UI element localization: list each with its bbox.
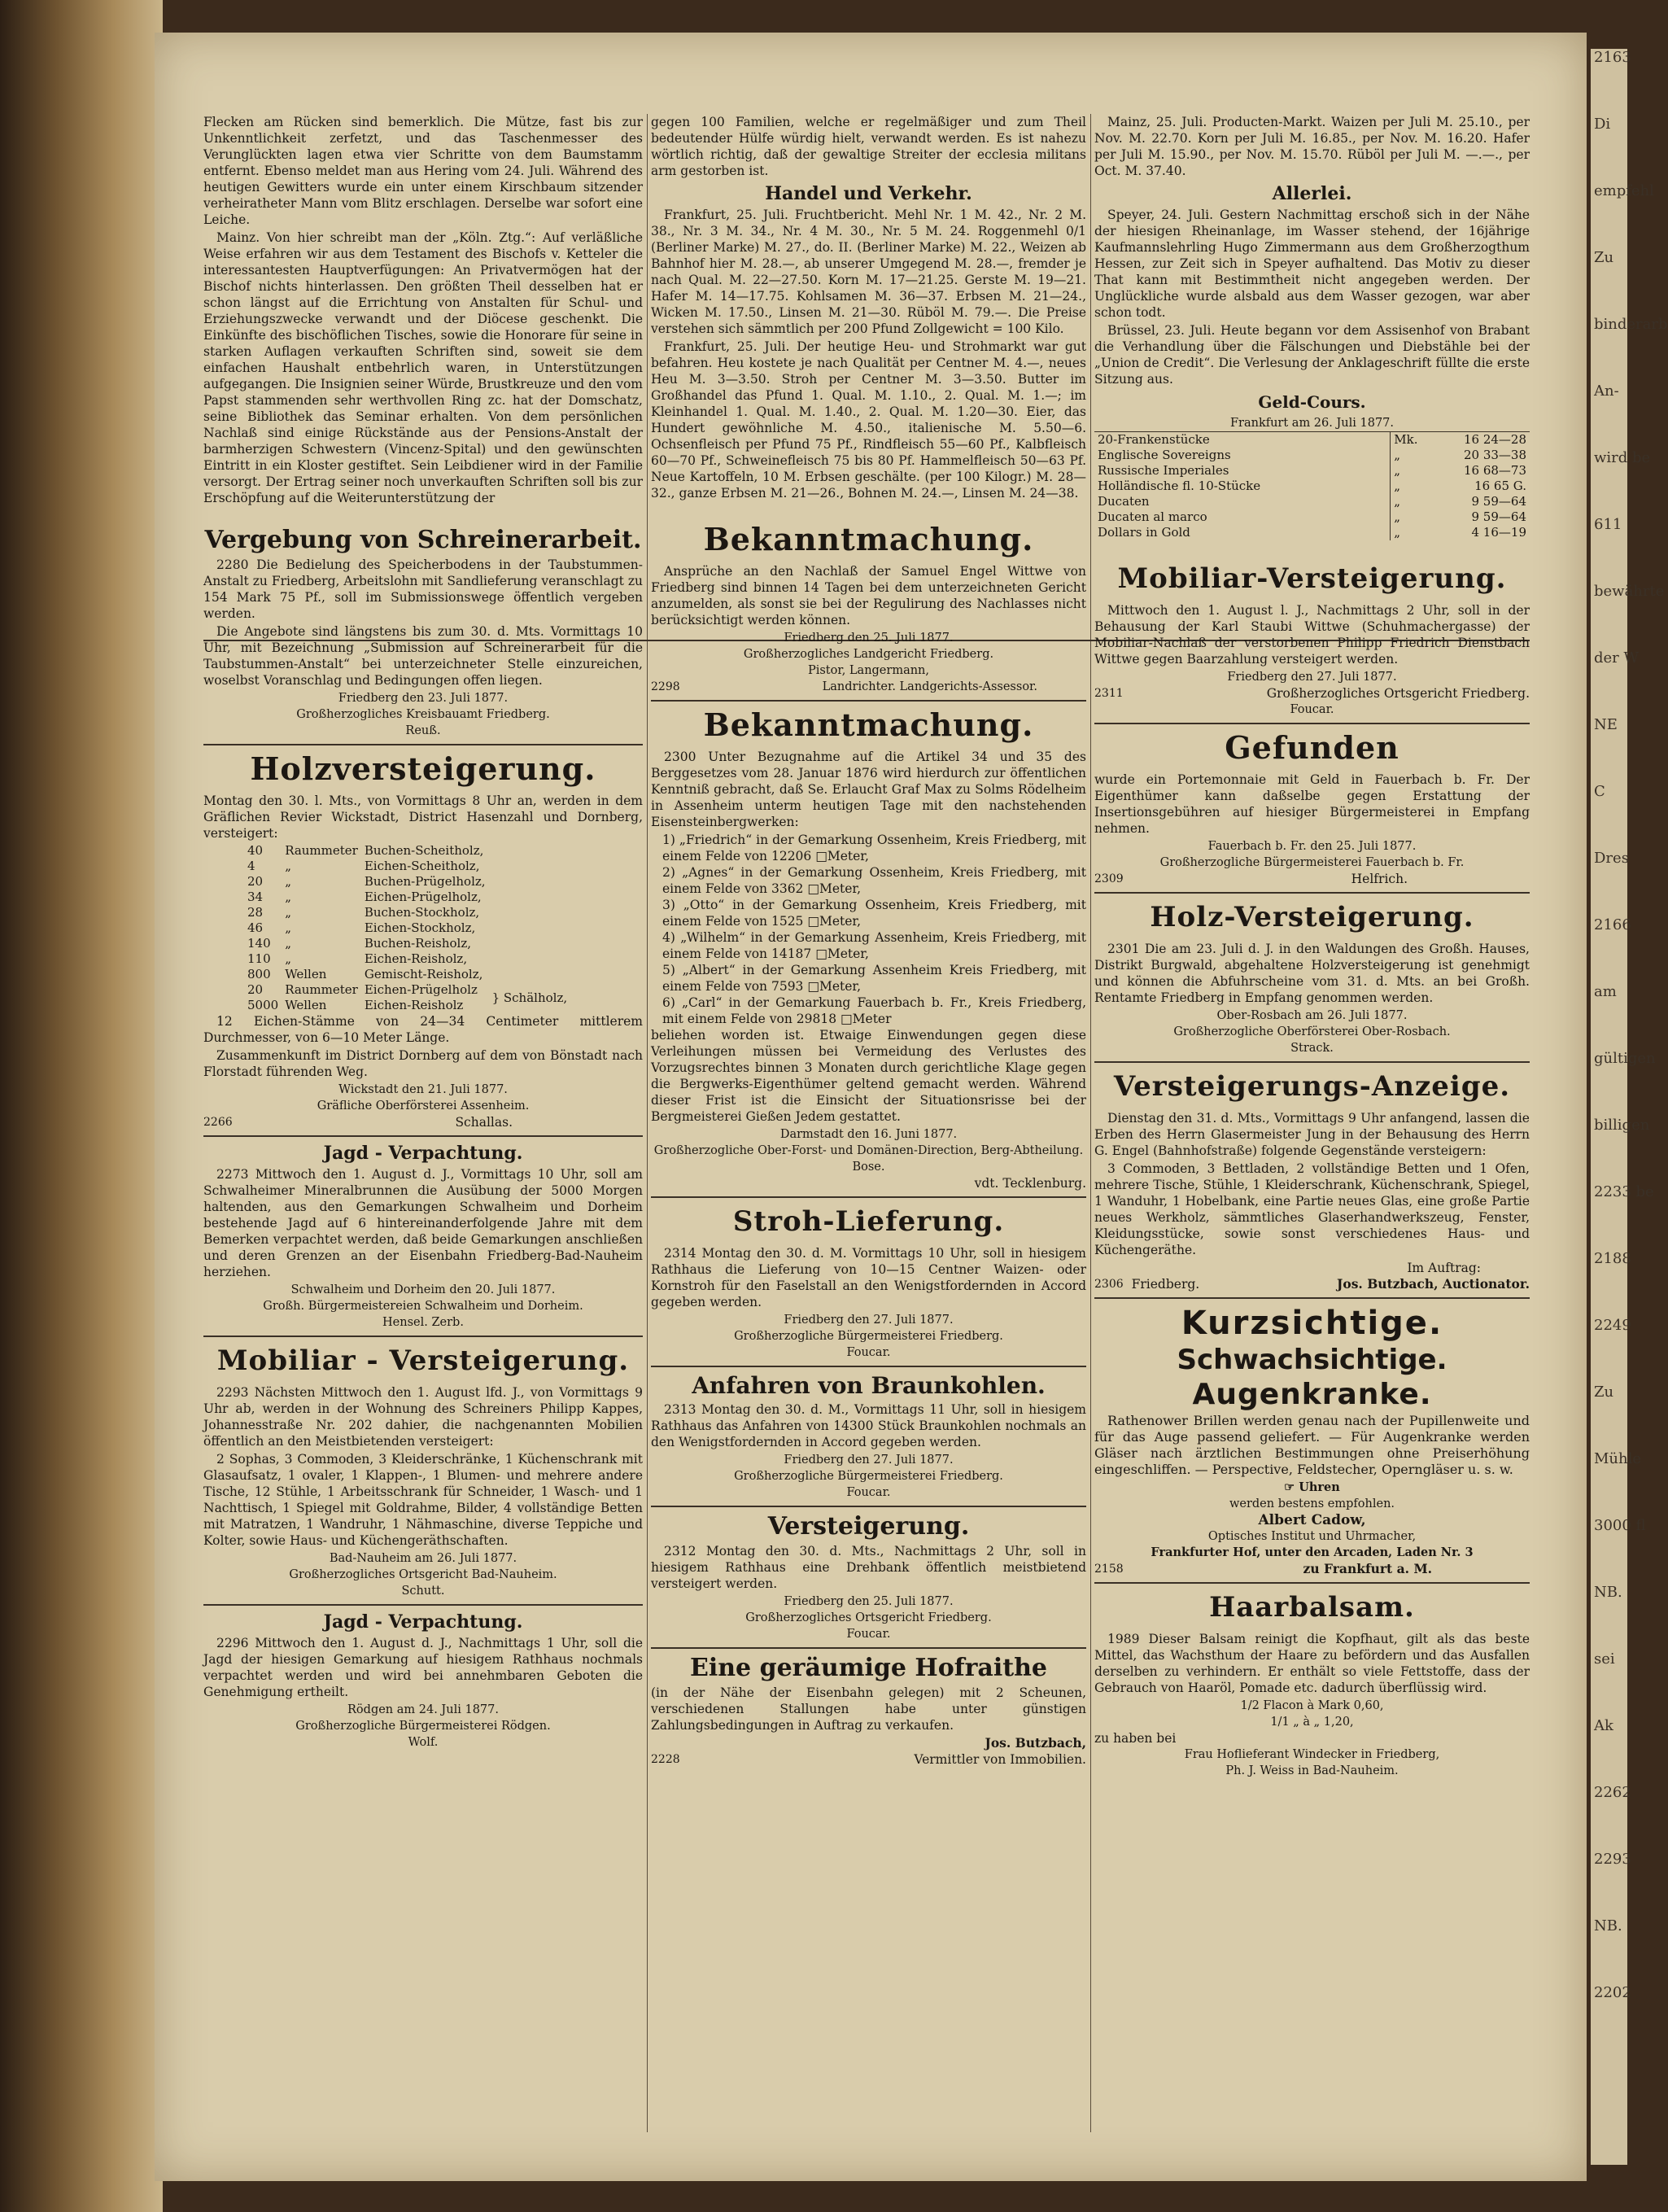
geld-cours-row — [1094, 463, 1530, 479]
book-binding — [0, 0, 163, 2212]
wood-list-row — [244, 874, 570, 890]
ad-signature: Bose. — [852, 1161, 885, 1174]
ad-mobiliar-nauheim — [203, 1342, 643, 1606]
ad-body: Zusammenkunft im District Dornberg auf dem von Bönstadt nach Florstadt führenden Weg. — [203, 1048, 643, 1079]
ad-body: 2313 Montag den 30. d. M., Vormittags 11 Uhr, soll in hiesigem Rathhaus das Anfahren von 14300 Stück Braunkohlen nochmals an den Wenigstfordernden in Accord gegeben werden. — [651, 1402, 1086, 1449]
wood-list-cell: 20 — [247, 982, 264, 997]
ad-office: Großherzogliches Kreisbauamt Friedberg. — [296, 708, 550, 721]
ad-seller: Frau Hoflieferant Windecker in Friedberg, — [1184, 1748, 1440, 1761]
column-rule-1 — [647, 114, 648, 2132]
ad-body: 2280 Die Bedielung des Speicherbodens in der Taubstummen-Anstalt zu Friedberg, Arbeitslohn mit Sandlieferung veranschlagt zu 154 Mark 75 Pf., soll im Submissionswege öffentlich vergeben werden. — [203, 557, 643, 621]
geld-cours-cell: Russische Imperiales — [1098, 463, 1229, 478]
column-3 — [1094, 114, 1530, 1779]
ad-number: 2306 — [1094, 1278, 1124, 1291]
ad-bekanntmachung-bergwerke — [651, 706, 1086, 1198]
ad-kurzsichtige — [1094, 1304, 1530, 1584]
wood-list-cell: Eichen-Reisholz — [364, 998, 464, 1012]
neighbor-fragment: empfehl — [1594, 182, 1654, 199]
neighbor-fragment: NB. — [1594, 1917, 1622, 1934]
wood-list-row — [244, 982, 570, 998]
wood-list-row — [244, 905, 570, 920]
geld-cours-cell: „ — [1391, 494, 1434, 509]
ad-uhren-line — [1094, 1480, 1530, 1496]
neighbor-fragment: NB. — [1594, 1584, 1622, 1601]
article-bruessel: Brüssel, 23. Juli. Heute begann vor dem Assisenhof von Brabant die Verhandlung über die Fälschungen und Diebstähle bei der „Union de Credit“. Die Verlesung der Anklageschrift füllte die erste Sitzung aus. — [1094, 323, 1530, 387]
neighbor-fragment: binderarb — [1594, 316, 1668, 333]
wood-list-cell: Raummeter — [285, 982, 358, 997]
wood-list-cell: Wellen — [285, 967, 327, 981]
ad-title: Versteigerungs-Anzeige. — [1113, 1070, 1511, 1103]
ad-date: Friedberg den 27. Juli 1877. — [784, 1314, 954, 1327]
geld-cours-cell: „ — [1391, 509, 1434, 525]
ad-title: Holzversteigerung. — [250, 750, 596, 787]
neighbor-fragment: 2233 be — [1594, 1183, 1654, 1200]
section-title-handel: Handel und Verkehr. — [765, 183, 972, 204]
wood-list-row — [244, 843, 570, 859]
ad-date: Friedberg den 27. Juli 1877. — [1227, 671, 1397, 684]
mine-list — [651, 832, 1086, 1027]
ad-place: Friedberg. — [1131, 1277, 1200, 1292]
geld-cours-cell: 16 65 G. — [1474, 479, 1526, 493]
geld-cours-cell: Dollars in Gold — [1098, 525, 1190, 540]
geld-cours-cell: Mk. — [1391, 432, 1434, 448]
ad-body: Mittwoch den 1. August l. J., Nachmittags 2 Uhr, soll in der Behausung der Karl Staubi Wittwe (Schuhmachergasse) der Mobiliar-Nachlaß der verstorbenen Philipp Friedrich Dienstbach Wittwe gegen Baarzahlung versteigert werden. — [1094, 603, 1530, 667]
geld-cours-cell: Ducaten al marco — [1098, 509, 1207, 524]
wood-list-cell: Wellen — [285, 998, 327, 1012]
ad-signature: Jos. Butzbach, — [985, 1735, 1086, 1751]
geld-cours-cell: 9 59—64 — [1471, 509, 1526, 524]
wood-list-row — [244, 936, 570, 951]
ad-office: Großherzogliche Bürgermeisterei Fauerbach b. Fr. — [1159, 856, 1465, 869]
wood-list-cell: 110 — [247, 951, 271, 966]
ad-body: Ansprüche an den Nachlaß der Samuel Engel Wittwe von Friedberg sind binnen 14 Tagen bei dem unterzeichneten Gericht anzumelden, als sonst sie bei der Regulirung des Nachlasses nicht berücksichtigt werden können. — [651, 564, 1086, 627]
mine-list-item: 4) „Wilhelm“ in der Gemarkung Assenheim, Kreis Friedberg, mit einem Felde von 14187 □Meter, — [662, 930, 1086, 961]
ad-date: Schwalheim und Dorheim den 20. Juli 1877. — [290, 1283, 556, 1296]
ad-date: Ober-Rosbach am 26. Juli 1877. — [1216, 1009, 1408, 1022]
ad-number: 2309 — [1094, 872, 1124, 885]
ad-office: Gräfliche Oberförsterei Assenheim. — [317, 1099, 530, 1113]
wood-list-note: } Schälholz, — [491, 990, 568, 1005]
ad-date: Bad-Nauheim am 26. Juli 1877. — [329, 1552, 517, 1565]
geld-cours-cell: „ — [1391, 479, 1434, 494]
ad-seller: Ph. J. Weiss in Bad-Nauheim. — [1225, 1764, 1399, 1777]
ad-title: Mobiliar - Versteigerung. — [216, 1344, 630, 1377]
ad-date: Wickstadt den 21. Juli 1877. — [338, 1083, 508, 1096]
ad-signature: Helfrich. — [1351, 872, 1408, 886]
ad-jagd-schwalheim — [203, 1142, 643, 1337]
ad-number: 2298 — [651, 680, 680, 693]
wood-list-cell: Eichen-Prügelholz, — [364, 890, 482, 904]
geld-cours-subtitle: Frankfurt am 26. Juli 1877. — [1229, 417, 1395, 430]
ad-title: Jagd - Verpachtung. — [323, 1611, 523, 1633]
ad-price: 1/2 Flacon à Mark 0,60, — [1240, 1699, 1384, 1712]
wood-list-cell: Eichen-Stockholz, — [364, 920, 476, 935]
ad-date: Friedberg den 25. Juli 1877. — [784, 1595, 954, 1608]
wood-list-cell: 140 — [247, 936, 271, 951]
ad-drehbank — [651, 1512, 1086, 1649]
wood-list-cell: Buchen-Prügelholz, — [364, 874, 486, 889]
mine-list-item: 2) „Agnes“ in der Gemarkung Ossenheim, Kreis Friedberg, mit einem Felde von 3362 □Meter, — [662, 865, 1086, 896]
ad-signature: Foucar. — [846, 1346, 891, 1359]
ad-signature: Strack. — [1290, 1042, 1334, 1055]
article-text: Flecken am Rücken sind bemerklich. Die Mütze, fast bis zur Unkenntlichkeit zerfetzt, und das Taschenmesser des Verunglückten lagen etwa vier Schritte von dem Baumstamm entfernt. Ebenso meldet man aus Hering vom 24. Juli. Während des heutigen Gewitters wurde ein unter einem Kirschbaum sitzender verheiratheter Mann vom Blitz erschlagen. Derselbe war sofort eine Leiche. — [203, 115, 643, 227]
wood-list-cell: Buchen-Scheitholz, — [364, 843, 484, 858]
geld-cours-cell: 4 16—19 — [1471, 525, 1526, 540]
neighbor-fragment: Mühle — [1594, 1450, 1642, 1467]
ad-body: 1989 Dieser Balsam reinigt die Kopfhaut, gilt als das beste Mittel, das Wachsthum der Haare zu befördern und das Ausfallen derselben zu verhindern. Er enthält so viele Fettstoffe, dass der Gebrauch von Haaröl, Pomade etc. dadurch überflüssig wird. — [1094, 1632, 1530, 1695]
geld-cours-row — [1094, 509, 1530, 525]
wood-list-cell: „ — [285, 920, 291, 935]
ad-title: Bekanntmachung. — [703, 706, 1034, 743]
ad-firm-sub: Optisches Institut und Uhrmacher, — [1207, 1530, 1417, 1543]
ad-title: Vergebung von Schreinerarbeit. — [204, 526, 642, 554]
ad-date: Rödgen am 24. Juli 1877. — [347, 1703, 499, 1716]
neighbor-fragment: NE — [1594, 716, 1618, 733]
ad-body: 2293 Nächsten Mittwoch den 1. August lfd. J., von Vormittags 9 Uhr ab, werden in der Wohnung des Schreiners Philipp Kappes, Johannesstraße Nr. 202 dahier, die nachgenannten Mobilien öffentlich an den Meistbietenden versteigert: — [203, 1385, 643, 1449]
ad-address: Frankfurter Hof, unter den Arcaden, Laden Nr. 3 — [1151, 1545, 1474, 1559]
neighbor-fragment: C — [1594, 783, 1605, 800]
ad-signature: Schallas. — [455, 1115, 513, 1130]
wood-list-cell: „ — [285, 890, 291, 904]
wood-list-cell: „ — [285, 951, 291, 966]
mine-list-item: 5) „Albert“ in der Gemarkung Assenheim Kreis Friedberg, mit einem Felde von 7593 □Meter, — [662, 963, 1086, 994]
geld-cours-cell: „ — [1391, 463, 1434, 479]
article-text: gegen 100 Familien, welche er regelmäßiger und zum Theil bedeutender Hülfe würdig hielt, verwandt werden. Es ist nahezu wörtlich richtig, daß der gewaltige Streiter der ecclesia militans arm gestorben ist. — [651, 115, 1086, 178]
ad-roles: Landrichter. Landgerichts-Assessor. — [822, 680, 1037, 693]
ad-signature: Foucar. — [1290, 703, 1334, 716]
ad-firm: Albert Cadow, — [1258, 1512, 1366, 1528]
article-mainz: Mainz. Von hier schreibt man der „Köln. Ztg.“: Auf verläßliche Weise erfahren wir aus dem Testament des Bischofs v. Ketteler die interessantesten Hauptverfügungen: An Privatvermögen hat der Bischof nichts hinterlassen. Den größten Theil desselben hat er schon längst auf die Errichtung von Anstalten für Schul- und Erziehungszwecke verwandt und der Diöcese geschenkt. Die Einkünfte des bischöflichen Tisches, sowie die Honorare für seine in starken Auflagen verkauften Schriften sind, soweit sie dem einfachen Haushalt entbehrlich waren, in Unterstützungen aufgegangen. Die Insignien seiner Würde, Brustkreuze und den vom Papst stammenden sehr werthvollen Ring zc. hat der Domschatz, seine Bibliothek das Seminar erhalten. Von dem persönlichen Nachlaß sind einige Rückstände aus der Pensions-Anstalt der barmherzigen Schwestern (Vincenz-Spital) und den gewünschten Eintritt in ein Kloster gestiftet. Sein Leibdiener wird in der Familie versorgt. Der Ertrag seiner noch unverkauften Schriften soll bis zur Erschöpfung auf die Weiterunterstützung der — [203, 230, 643, 505]
ad-office: Großherzogliches Landgericht Friedberg. — [743, 648, 994, 661]
ad-title: Eine geräumige Hofraithe — [689, 1654, 1048, 1682]
neighbor-fragment: 2262 — [1594, 1784, 1631, 1801]
ad-signature: Hensel. Zerb. — [382, 1316, 464, 1329]
ad-signature: Pistor, Langermann, — [807, 664, 930, 677]
ad-body: 2314 Montag den 30. d. M. Vormittags 10 Uhr, soll in hiesigem Rathhaus die Lieferung von 10—15 Centner Waizen- oder Kornstroh für den Faselstall an den Wenigstfordernden in Accord gegeben werden. — [651, 1246, 1086, 1309]
ad-headline: Augenkranke. — [1192, 1378, 1432, 1411]
ad-price: 1/1 „ à „ 1,20, — [1270, 1716, 1354, 1729]
ad-headline: Schwachsichtige. — [1177, 1344, 1447, 1376]
hand-pointer-icon: ☞ — [1284, 1480, 1299, 1494]
wood-list-cell: 5000 — [247, 998, 279, 1012]
ad-title: Versteigerung. — [767, 1512, 970, 1541]
ad-body: (in der Nähe der Eisenbahn gelegen) mit 2 Scheunen, verschiedenen Stallungen habe unter günstigen Zahlungsbedingungen in Auftrag zu verkaufen. — [651, 1685, 1086, 1733]
geld-cours-cell: 9 59—64 — [1471, 494, 1526, 509]
neighbor-fragment: 2249 — [1594, 1317, 1631, 1334]
neighbor-fragment: der W — [1594, 649, 1640, 667]
ad-signature: Foucar. — [846, 1486, 891, 1499]
geld-cours-row — [1094, 432, 1530, 448]
neighbor-fragment: 2293 — [1594, 1851, 1631, 1868]
wood-list-cell: Eichen-Prügelholz — [364, 982, 478, 997]
neighbor-fragment: sei — [1594, 1650, 1615, 1668]
ad-title: Holz-Versteigerung. — [1150, 901, 1474, 933]
ad-body: 2300 Unter Bezugnahme auf die Artikel 34 und 35 des Berggesetzes vom 28. Januar 1876 wird hierdurch zur öffentlichen Kenntniß gebracht, daß Se. Erlaucht Graf Max zu Solms Rödelheim in Assenheim unterm heutigen Tage mit den nachstehenden Eisensteinbergwerken: — [651, 750, 1086, 829]
ad-role: Vermittler von Immobilien. — [914, 1752, 1086, 1767]
ad-title: Stroh-Lieferung. — [732, 1205, 1005, 1238]
ad-date: Friedberg den 27. Juli 1877. — [784, 1454, 954, 1467]
geld-cours-row — [1094, 479, 1530, 494]
geld-cours-row — [1094, 448, 1530, 463]
ad-office: Großherzogliches Ortsgericht Bad-Nauheim. — [289, 1568, 557, 1581]
wood-list-cell: Gemischt-Reisholz, — [364, 967, 483, 981]
geld-cours-cell: 20 33—38 — [1463, 448, 1526, 462]
mine-list-item: 1) „Friedrich“ in der Gemarkung Ossenheim, Kreis Friedberg, mit einem Felde von 12206 □Meter, — [662, 833, 1086, 863]
neighbor-fragment: An- — [1594, 383, 1619, 400]
neighbor-fragment: 2202 — [1594, 1984, 1631, 2001]
geld-cours-title: Geld-Cours. — [1258, 392, 1366, 412]
ad-signature: Schutt. — [401, 1585, 445, 1598]
article-speyer: Speyer, 24. Juli. Gestern Nachmittag erschoß sich in der Nähe der hiesigen Rheinanlage, im Wasser stehend, der 16jährige Kaufmannslehrling Hugo Zimmermann aus dem Großherzogthum Hessen, zur Zeit sich in Speyer aufhaltend. Das Motiv zu dieser That kann mit Bestimmtheit nicht angegeben werden. Der Unglückliche wurde alsbald aus dem Wasser gezogen, war aber schon todt. — [1094, 208, 1530, 320]
ad-date: Friedberg den 25. Juli 1877. — [784, 632, 954, 645]
wood-list-cell: „ — [285, 859, 291, 873]
wood-list-cell: „ — [285, 905, 291, 920]
ad-hofraithe — [651, 1654, 1086, 1768]
neighbor-fragment: 2163 — [1594, 49, 1631, 66]
ad-title: Jagd - Verpachtung. — [323, 1143, 523, 1164]
ad-signature: Reuß. — [405, 724, 441, 737]
ad-office: Großh. Bürgermeistereien Schwalheim und Dorheim. — [263, 1300, 583, 1313]
ad-title: Gefunden — [1225, 729, 1399, 766]
ad-number: 2158 — [1094, 1563, 1124, 1576]
ad-office: Großherzogliche Bürgermeisterei Friedberg. — [734, 1470, 1003, 1483]
ad-number: 2266 — [203, 1116, 233, 1129]
wood-list-row — [244, 890, 570, 905]
ad-headline: Kurzsichtige. — [1181, 1305, 1443, 1342]
ad-office: Großherzogliches Ortsgericht Friedberg. — [745, 1611, 992, 1624]
ad-haarbalsam — [1094, 1589, 1530, 1779]
wood-list-cell: 20 — [247, 874, 264, 889]
wood-list-cell: Eichen-Reisholz, — [364, 951, 468, 966]
wood-list-cell: Buchen-Reisholz, — [364, 936, 472, 951]
wood-list-cell: 34 — [247, 890, 264, 904]
geld-cours-cell: Englische Sovereigns — [1098, 448, 1231, 462]
section-title-allerlei: Allerlei. — [1272, 183, 1352, 204]
neighbor-fragment: billigen — [1594, 1117, 1650, 1134]
ad-body: 3 Commoden, 3 Bettladen, 2 vollständige Betten und 1 Ofen, mehrere Tische, Stühle, 1 Kleiderschrank, Küchenschrank, Spiegel, 1 Wanduhr, 1 Hobelbank, eine Partie neues Glas, eine große Partie neues Werkholz, sämmtliches Glaserhandwerkszeug, Fenster, Kleidungsstücke, sowie sonst verschiedenes Haus- und Küchengeräthe. — [1094, 1161, 1530, 1257]
ad-number: 2311 — [1094, 687, 1124, 700]
ad-body: 2273 Mittwoch den 1. August d. J., Vormittags 10 Uhr, soll am Schwalheimer Mineralbrunnen die Ausübung der 5000 Morgen haltenden, aus den Gemarkungen Schwalheim und Dorheim bestehende Jagd auf 6 hintereinanderfolgende Jahre mit dem Bemerken verpachtet werden, daß beide Gemarkungen anschließen und deren Grenzen an der Eisenbahn Friedberg-Bad-Nauheim herziehen. — [203, 1167, 643, 1279]
neighbor-fragment: bewährte — [1594, 583, 1665, 600]
ad-office: Großherzogliches Ortsgericht Friedberg. — [1266, 686, 1530, 701]
wood-list-cell: 4 — [247, 859, 255, 873]
ad-holzversteigerung — [203, 750, 643, 1137]
neighbor-fragment: 3000 fl — [1594, 1517, 1646, 1534]
ad-office: Großherzogliche Oberförsterei Ober-Rosbach. — [1173, 1025, 1451, 1038]
ad-stroh-lieferung — [651, 1203, 1086, 1367]
wood-list-cell: „ — [285, 936, 291, 951]
neighbor-fragment: gültigen — [1594, 1050, 1656, 1067]
ad-schreinerarbeit — [203, 526, 643, 745]
market-report-mainz: Mainz, 25. Juli. Producten-Markt. Waizen per Juli M. 25.10., per Nov. M. 22.70. Korn per Juli M. 16.85., per Nov. M. 16.20. Hafer per Juli M. 15.90., per Nov. M. 15.70. Rüböl per Juli M. —.—., per Oct. M. 37.40. — [1094, 115, 1530, 178]
ad-intro: Montag den 30. l. Mts., von Vormittags 8 Uhr an, werden in dem Gräflichen Revier Wickstadt, District Hasenzahl und Dornberg, versteigert: — [203, 793, 643, 841]
wood-list-cell: Raummeter — [285, 843, 358, 858]
neighbor-fragment: am — [1594, 983, 1617, 1000]
market-report: Frankfurt, 25. Juli. Fruchtbericht. Mehl Nr. 1 M. 42., Nr. 2 M. 38., Nr. 3 M. 34., Nr. 4 M. 30., Nr. 5 M. 24. Roggenmehl 0/1 (Berliner Marke) M. 27., do. II. (Berliner Marke) M. 22., Weizen ab Bahnhof hier M. 28.—, ab unserer Umgegend M. 28.—, fremder je nach Qual. M. 22—27.50. Korn M. 17—21.25. Gerste M. 19—21. Hafer M. 14—17.75. Kohlsamen M. 36—37. Erbsen M. 21—24., Wicken M. 17.50., Linsen M. 21—30. Rüböl M. 79.—. Die Preise verstehen sich sämmtlich per 200 Pfund Zollgewicht = 100 Kilo. — [651, 208, 1086, 336]
geld-cours-cell: „ — [1391, 448, 1434, 463]
neighbor-fragment: Ak — [1594, 1717, 1613, 1734]
ad-body: 2301 Die am 23. Juli d. J. in den Waldungen des Großh. Hauses, Distrikt Burgwald, abgehaltene Holzversteigerung ist genehmigt und können die Abfuhrscheine vom 31. d. Mts. an bei Großh. Rentamte Friedberg in Empfang genommen werden. — [1094, 942, 1530, 1005]
geld-cours-cell: 20-Frankenstücke — [1098, 432, 1210, 447]
mine-list-item: 6) „Carl“ in der Gemarkung Fauerbach b. Fr., Kreis Friedberg, mit einem Felde von 29818 □Meter — [662, 995, 1086, 1026]
wood-list-cell: „ — [285, 874, 291, 889]
geld-cours-cell: „ — [1391, 525, 1434, 540]
ad-mobiliar-friedberg — [1094, 560, 1530, 724]
ad-signature: Foucar. — [846, 1628, 891, 1641]
wood-list-cell: Eichen-Scheitholz, — [364, 859, 480, 873]
ad-date: Darmstadt den 16. Juni 1877. — [779, 1128, 958, 1141]
ad-title: Mobiliar-Versteigerung. — [1117, 562, 1507, 595]
geld-cours-cell: Holländische fl. 10-Stücke — [1098, 479, 1261, 493]
neighbor-fragment: Di — [1594, 116, 1611, 133]
ad-body: Die Angebote sind längstens bis zum 30. d. Mts. Vormittags 10 Uhr, mit Bezeichnung „Submission auf Schreinerarbeit für die Taubstummen-Anstalt“ bei unterzeichneter Stelle einzureichen, woselbst Voranschlag und Bedingungen offen liegen. — [203, 624, 643, 688]
market-report: Frankfurt, 25. Juli. Der heutige Heu- und Strohmarkt war gut befahren. Heu kostete je nach Qualität per Centner M. 4.—, neues Heu M. 3—3.50. Stroh per Centner M. 3—3.50. Butter im Großhandel das Pfund 1. Qual. M. 1.10., 2. Qual. M. 1.—; im Kleinhandel 1. Qual. M. 1.40., 2. Qual. M. 1.20—30. Eier, das Hundert gewöhnliche M. 4.50., italienische M. 5.50—6. Ochsenfleisch per Pfund 75 Pf., Rindfleisch 55—60 Pf., Kalbfleisch 60—70 Pf., Schweinefleisch 75 bis 80 Pf. Hammelfleisch 50—63 Pf. Neue Kartoffeln, 10 M. Erbsen geschälte. (per 100 Kilogr.) M. 28—32., ganze Erbsen M. 21—26., Bohnen M. 24.—, Linsen M. 24—38. — [651, 339, 1086, 501]
ad-body: werden bestens empfohlen. — [1229, 1497, 1395, 1510]
ad-number: 2228 — [651, 1753, 680, 1766]
wood-list-cell: 800 — [247, 967, 271, 981]
ad-date: Friedberg den 23. Juli 1877. — [338, 692, 509, 705]
geld-cours-cell: 16 68—73 — [1463, 463, 1526, 478]
wood-list-row — [244, 951, 570, 967]
column-2 — [651, 114, 1086, 1768]
ad-signature: Wolf. — [408, 1736, 439, 1749]
ad-gefunden — [1094, 729, 1530, 894]
wood-list — [244, 843, 570, 1013]
geld-cours-cell: Ducaten — [1098, 494, 1150, 509]
neighbor-fragment: Zu — [1594, 249, 1614, 266]
ad-office: Großherzogliche Ober-Forst- und Domänen-Direction, Berg-Abtheilung. — [653, 1144, 1084, 1157]
geld-cours-row — [1094, 494, 1530, 509]
ad-sold-at: zu haben bei — [1094, 1731, 1177, 1746]
ad-body: 2296 Mittwoch den 1. August d. J., Nachmittags 1 Uhr, soll die Jagd der hiesigen Gemarkung auf hiesigem Rathhaus nochmals verpachtet werden und wird bei annehmbaren Geboten die Genehmigung ertheilt. — [203, 1636, 643, 1699]
ad-signature: Jos. Butzbach, Auctionator. — [1337, 1276, 1530, 1292]
neighbor-fragment: 2188 — [1594, 1250, 1631, 1267]
ad-office: Großherzogliche Bürgermeisterei Rödgen. — [295, 1720, 551, 1733]
ad-body: 12 Eichen-Stämme von 24—34 Centimeter mittlerem Durchmesser, von 6—10 Meter Länge. — [203, 1014, 643, 1045]
geld-cours-cell: 16 24—28 — [1463, 432, 1526, 447]
ad-body: 2 Sophas, 3 Commoden, 3 Kleiderschränke, 1 Küchenschrank mit Glasaufsatz, 1 ovaler, 1 Klappen-, 1 Blumen- und mehrere andere Tische, 12 Stühle, 1 Arbeitsschrank für Schneider, 1 Wasch- und 1 Nachttisch, 1 Spiegel mit Goldrahme, Bilder, 4 vollständige Betten mit Matratzen, 1 Wandruhr, 1 Nähmaschine, diverse Teppiche und Kolter, sowie Haus- und Küchengeräthschaften. — [203, 1452, 643, 1548]
wood-list-cell: 40 — [247, 843, 264, 858]
ad-holz-versteigerung-rosbach — [1094, 898, 1530, 1063]
neighbor-page-strip — [1591, 49, 1668, 2165]
ad-body: Rathenower Brillen werden genau nach der Pupillenweite und für das Auge passend geliefert. — Für Augenkranke werden Gläser nach ärztlichen Bestimmungen ohne Preiserhöhung eingeschliffen. — Perspective, Feldstecher, Operngläser u. s. w. — [1094, 1413, 1530, 1477]
column-1 — [203, 114, 643, 1751]
ad-date: Fauerbach b. Fr. den 25. Juli 1877. — [1207, 840, 1417, 853]
geld-cours-row — [1094, 525, 1530, 540]
ad-body: Dienstag den 31. d. Mts., Vormittags 9 Uhr anfangend, lassen die Erben des Herrn Glasermeister Jung in der Behausung des Herrn G. Engel (Bahnhofstraße) folgende Gegenstände versteigern: — [1094, 1111, 1530, 1158]
geld-cours-table — [1094, 431, 1530, 540]
neighbor-fragment: Zu — [1594, 1384, 1614, 1401]
neighbor-fragment: Dres — [1594, 850, 1629, 867]
ad-bekanntmachung-nachlass — [651, 521, 1086, 702]
mine-list-item: 3) „Otto“ in der Gemarkung Ossenheim, Kreis Friedberg, mit einem Felde von 1525 □Meter, — [662, 898, 1086, 929]
wood-list-cell: 28 — [247, 905, 264, 920]
ad-office: Großherzogliche Bürgermeisterei Friedberg. — [734, 1330, 1003, 1343]
wood-list-cell: 46 — [247, 920, 264, 935]
ad-uhren: Uhren — [1299, 1480, 1340, 1494]
ad-title: Haarbalsam. — [1209, 1591, 1415, 1624]
column-rule-2 — [1090, 114, 1091, 2132]
ad-auftrag: Im Auftrag: — [1407, 1261, 1481, 1275]
ad-body: beliehen worden ist. Etwaige Einwendungen gegen diese Verleihungen müssen bei Vermeidung des Verlustes des Vorzugsrechtes binnen 3 Monaten durch gerichtliche Klage gegen die Bergwerks-Eigenthümer geltend gemacht werden. Während dieser Frist ist die Einsicht der Situationsrisse bei der Bergmeisterei Gießen Jedem gestattet. — [651, 1028, 1086, 1124]
ad-title: Bekanntmachung. — [703, 521, 1034, 557]
ad-city: zu Frankfurt a. M. — [1303, 1561, 1432, 1576]
ad-versteigerungs-anzeige — [1094, 1068, 1530, 1299]
wood-list-cell: Buchen-Stockholz, — [364, 905, 480, 920]
ad-body: wurde ein Portemonnaie mit Geld in Fauerbach b. Fr. Der Eigenthümer kann daßselbe gegen Erstattung der Insertionsgebühren auf hiesiger Bürgermeisterei in Empfang nehmen. — [1094, 772, 1530, 836]
neighbor-fragment: 611 — [1594, 516, 1622, 533]
neighbor-fragment: 2166 — [1594, 916, 1631, 933]
ad-braunkohlen — [651, 1372, 1086, 1507]
ad-jagd-roedgen — [203, 1611, 643, 1751]
ad-body: 2312 Montag den 30. d. Mts., Nachmittags 2 Uhr, soll in hiesigem Rathhaus eine Drehbank öffentlich meistbietend versteigert werden. — [651, 1544, 1086, 1591]
ad-vdt: vdt. Tecklenburg. — [974, 1176, 1086, 1191]
wood-list-row — [244, 859, 570, 874]
ad-title: Anfahren von Braunkohlen. — [692, 1372, 1046, 1399]
wood-list-row — [244, 920, 570, 936]
wood-list-row — [244, 967, 570, 982]
neighbor-fragment: wird be — [1594, 449, 1651, 466]
